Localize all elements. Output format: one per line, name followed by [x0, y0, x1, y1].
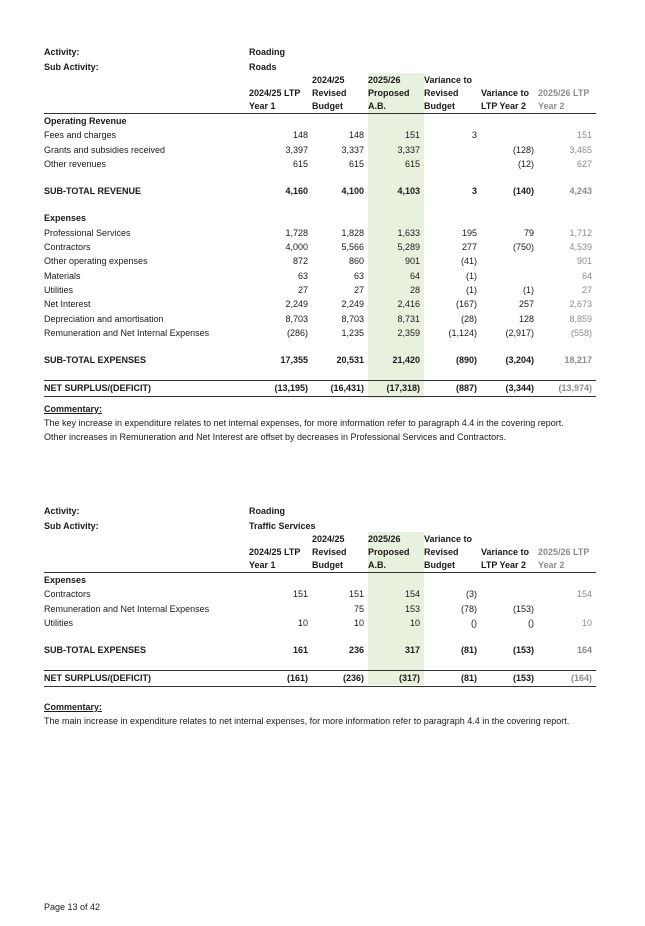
row-label: Depreciation and amortisation	[44, 313, 164, 324]
col-header-ltp-year2: 2025/26 LTP Year 2	[538, 531, 596, 573]
value-cell: 3,465	[569, 144, 592, 155]
value-cell: (887)	[424, 381, 481, 396]
value-cell: 615	[292, 158, 308, 169]
value-cell: 5,289	[397, 242, 420, 253]
value-cell	[481, 587, 538, 601]
value-cell: (164)	[538, 671, 596, 686]
value-cell: 2,249	[285, 299, 308, 310]
value-cell: ()	[471, 617, 477, 628]
commentary-line: The main increase in expenditure relates to net internal expenses, for more information refer to paragraph 4.4 in the covering report.	[44, 716, 570, 726]
value-cell: 8,731	[397, 313, 420, 324]
value-cell: (1,124)	[448, 327, 477, 338]
commentary-text	[44, 714, 604, 728]
value-cell: (286)	[286, 327, 308, 338]
table-row	[44, 128, 596, 142]
subtotal-row	[44, 353, 596, 367]
value-cell: 63	[297, 270, 308, 281]
col-header-ltp-year1: 2024/25 LTP Year 1	[249, 531, 312, 573]
row-label: NET SURPLUS/(DEFICIT)	[44, 381, 249, 396]
value-cell: 164	[576, 645, 592, 656]
col-header-proposed-ab: 2025/26 Proposed A.B.	[368, 72, 424, 114]
col-header-proposed-ab: 2025/26 Proposed A.B.	[368, 531, 424, 573]
value-cell: (750)	[512, 242, 534, 253]
value-cell: 4,000	[285, 242, 308, 253]
value-cell	[538, 114, 596, 129]
value-cell: (1)	[466, 284, 477, 295]
value-cell: 10	[297, 617, 308, 628]
col-header-ltp-year2: 2025/26 LTP Year 2	[538, 72, 596, 114]
spacer-cell	[44, 630, 596, 643]
col-header-revised-budget: 2024/25 Revised Budget	[312, 531, 368, 573]
spacer-cell	[44, 198, 596, 211]
value-cell	[424, 143, 481, 157]
value-cell: (153)	[512, 645, 534, 656]
row-label: Remuneration and Net Internal Expenses	[44, 327, 210, 338]
commentary-line: The key increase in expenditure relates to net internal expenses, for more information refer to paragraph 4.4 in the covering report.	[44, 418, 564, 428]
spacer-row	[44, 657, 596, 671]
value-cell: 4,243	[569, 186, 592, 197]
col-header-revised-budget: 2024/25 Revised Budget	[312, 72, 368, 114]
sub-activity-value: Traffic Services	[249, 521, 316, 531]
value-cell: 2,416	[397, 299, 420, 310]
value-cell: (128)	[512, 144, 534, 155]
value-cell: 63	[353, 270, 364, 281]
value-cell: 79	[523, 227, 534, 238]
value-cell: 161	[292, 645, 308, 656]
value-cell: 64	[581, 270, 592, 281]
value-cell	[538, 602, 596, 616]
table-row	[44, 312, 596, 326]
value-cell: (140)	[512, 186, 534, 197]
column-header-row	[44, 72, 596, 114]
row-label: Fees and charges	[44, 130, 117, 141]
value-cell	[481, 573, 538, 588]
table-row	[44, 254, 596, 268]
spacer-row	[44, 367, 596, 381]
commentary-title: Commentary:	[44, 702, 103, 712]
col-header-variance-revised: Variance to Revised Budget	[424, 72, 481, 114]
value-cell	[481, 114, 538, 129]
spacer-cell	[44, 171, 596, 184]
spacer-cell	[44, 367, 596, 381]
value-cell	[481, 128, 538, 142]
value-cell: (78)	[460, 603, 477, 614]
value-cell: 21,420	[392, 355, 420, 366]
activity-label: Activity:	[44, 506, 80, 516]
value-cell: 10	[353, 617, 364, 628]
value-cell: (41)	[460, 256, 477, 267]
value-cell	[368, 114, 424, 129]
col-header-variance-revised: Variance to Revised Budget	[424, 531, 481, 573]
row-label: Utilities	[44, 284, 74, 295]
value-cell: 20,531	[336, 355, 364, 366]
value-cell	[312, 573, 368, 588]
value-cell	[538, 573, 596, 588]
value-cell: 64	[409, 270, 420, 281]
value-cell: 75	[353, 603, 364, 614]
sub-activity-label: Sub Activity:	[44, 62, 99, 72]
value-cell: 4,160	[285, 186, 308, 197]
financial-table	[44, 72, 596, 397]
value-cell: 1,633	[397, 227, 420, 238]
value-cell: (13,195)	[249, 381, 312, 396]
col-header-variance-ltp: Variance to LTP Year 2	[481, 531, 538, 573]
row-label: Expenses	[44, 575, 87, 585]
value-cell	[249, 602, 312, 616]
value-cell	[249, 573, 312, 588]
value-cell: 10	[409, 617, 420, 628]
row-label: Expenses	[44, 213, 87, 224]
value-cell: (16,431)	[312, 381, 368, 396]
value-cell: 1,712	[569, 227, 592, 238]
group-heading-row	[44, 114, 596, 129]
value-cell: (3,204)	[505, 355, 534, 366]
row-label: Net Interest	[44, 299, 91, 310]
value-cell: (161)	[249, 671, 312, 686]
value-cell: 8,703	[285, 313, 308, 324]
commentary-text	[44, 416, 604, 444]
value-cell: (3,344)	[481, 381, 538, 396]
table-row	[44, 283, 596, 297]
value-cell	[481, 211, 538, 225]
row-label: SUB-TOTAL REVENUE	[44, 186, 142, 197]
value-cell: (2,917)	[505, 327, 534, 338]
row-label: Remuneration and Net Internal Expenses	[44, 603, 210, 614]
value-cell: 3,337	[341, 144, 364, 155]
section-traffic-services	[44, 506, 596, 736]
column-header-row	[44, 531, 596, 573]
spacer-row	[44, 340, 596, 353]
table-row	[44, 602, 596, 616]
net-surplus-row	[44, 381, 596, 396]
value-cell: 627	[576, 158, 592, 169]
value-cell: 148	[292, 130, 308, 141]
row-label: NET SURPLUS/(DEFICIT)	[44, 671, 249, 686]
row-label: Contractors	[44, 242, 91, 253]
table-row	[44, 297, 596, 311]
activity-value: Roading	[249, 506, 285, 516]
table-row	[44, 157, 596, 171]
section-roads	[44, 47, 596, 447]
value-cell: 3	[471, 186, 477, 197]
value-cell: (81)	[460, 645, 477, 656]
value-cell: (317)	[368, 671, 424, 686]
value-cell: (12)	[517, 158, 534, 169]
value-cell: 18,217	[564, 355, 592, 366]
value-cell: 1,728	[285, 227, 308, 238]
value-cell: 3,337	[397, 144, 420, 155]
row-label: Other revenues	[44, 158, 107, 169]
row-label: Utilities	[44, 617, 74, 628]
value-cell: 151	[348, 589, 364, 600]
row-label: Other operating expenses	[44, 256, 148, 267]
value-cell: 615	[348, 158, 364, 169]
value-cell: 901	[576, 256, 592, 267]
spacer-cell	[44, 657, 596, 671]
value-cell: 5,566	[341, 242, 364, 253]
value-cell: (1)	[466, 270, 477, 281]
value-cell: 901	[404, 256, 420, 267]
value-cell: 195	[461, 227, 477, 238]
col-header-variance-ltp: Variance to LTP Year 2	[481, 72, 538, 114]
table-row	[44, 226, 596, 240]
value-cell: (558)	[570, 327, 592, 338]
table-row	[44, 269, 596, 283]
sub-activity-label: Sub Activity:	[44, 521, 99, 531]
table-row	[44, 143, 596, 157]
value-cell	[368, 211, 424, 225]
group-heading-row	[44, 573, 596, 588]
value-cell	[312, 211, 368, 225]
value-cell: (81)	[424, 671, 481, 686]
value-cell: ()	[528, 617, 534, 628]
value-cell: 2,359	[397, 327, 420, 338]
row-label: SUB-TOTAL EXPENSES	[44, 645, 147, 656]
value-cell: 8,703	[341, 313, 364, 324]
value-cell: (890)	[455, 355, 477, 366]
value-cell: (1)	[523, 284, 534, 295]
value-cell	[312, 114, 368, 129]
value-cell: 3,397	[285, 144, 308, 155]
value-cell: 277	[461, 242, 477, 253]
value-cell: (236)	[312, 671, 368, 686]
value-cell: 148	[348, 130, 364, 141]
value-cell: 1,828	[341, 227, 364, 238]
sub-activity-value: Roads	[249, 62, 277, 72]
activity-value: Roading	[249, 47, 285, 57]
value-cell: 4,103	[397, 186, 420, 197]
value-cell: 17,355	[280, 355, 308, 366]
table-row	[44, 616, 596, 630]
spacer-row	[44, 630, 596, 643]
value-cell: 153	[404, 603, 420, 614]
value-cell: (153)	[481, 671, 538, 686]
value-cell: 27	[581, 284, 592, 295]
commentary-title: Commentary:	[44, 404, 103, 414]
row-label: Materials	[44, 270, 81, 281]
value-cell: 28	[409, 284, 420, 295]
value-cell: 27	[353, 284, 364, 295]
commentary-line: Other increases in Remuneration and Net Interest are offset by decreases in Professional Services and Contractors.	[44, 432, 507, 442]
row-label: Operating Revenue	[44, 116, 127, 126]
value-cell: 151	[576, 130, 592, 141]
value-cell	[368, 573, 424, 588]
value-cell: (17,318)	[368, 381, 424, 396]
row-label: SUB-TOTAL EXPENSES	[44, 355, 147, 366]
value-cell	[481, 254, 538, 268]
value-cell	[249, 211, 312, 225]
value-cell: 151	[292, 589, 308, 600]
table-row	[44, 326, 596, 340]
activity-label: Activity:	[44, 47, 80, 57]
value-cell: 128	[518, 313, 534, 324]
value-cell: 3	[471, 130, 477, 141]
value-cell: 8,859	[569, 313, 592, 324]
spacer-cell	[44, 340, 596, 353]
value-cell: (3)	[466, 589, 477, 600]
row-label: Contractors	[44, 589, 91, 600]
value-cell: 615	[404, 158, 420, 169]
table-row	[44, 587, 596, 601]
value-cell: (153)	[512, 603, 534, 614]
value-cell: 860	[348, 256, 364, 267]
value-cell: 154	[576, 589, 592, 600]
value-cell: 1,235	[341, 327, 364, 338]
table-row	[44, 240, 596, 254]
value-cell	[538, 211, 596, 225]
net-surplus-row	[44, 671, 596, 686]
group-heading-row	[44, 211, 596, 225]
value-cell: 317	[404, 645, 420, 656]
value-cell	[481, 269, 538, 283]
value-cell: 2,249	[341, 299, 364, 310]
value-cell: 236	[348, 645, 364, 656]
col-header-ltp-year1: 2024/25 LTP Year 1	[249, 72, 312, 114]
value-cell: 10	[581, 617, 592, 628]
page-number: Page 13 of 42	[44, 902, 101, 912]
value-cell: 872	[292, 256, 308, 267]
value-cell: 4,100	[341, 186, 364, 197]
row-label: Professional Services	[44, 227, 131, 238]
value-cell: 257	[518, 299, 534, 310]
value-cell: 2,673	[569, 299, 592, 310]
value-cell: 151	[404, 130, 420, 141]
row-label: Grants and subsidies received	[44, 144, 166, 155]
value-cell: 154	[404, 589, 420, 600]
value-cell: (13,974)	[538, 381, 596, 396]
value-cell: 4,539	[569, 242, 592, 253]
value-cell	[249, 114, 312, 129]
spacer-row	[44, 171, 596, 184]
value-cell	[424, 157, 481, 171]
value-cell: (28)	[460, 313, 477, 324]
subtotal-row	[44, 643, 596, 657]
subtotal-row	[44, 184, 596, 198]
financial-table	[44, 531, 596, 687]
value-cell	[424, 573, 481, 588]
value-cell: (167)	[455, 299, 477, 310]
value-cell: 27	[297, 284, 308, 295]
spacer-row	[44, 198, 596, 211]
value-cell	[424, 114, 481, 129]
value-cell	[424, 211, 481, 225]
